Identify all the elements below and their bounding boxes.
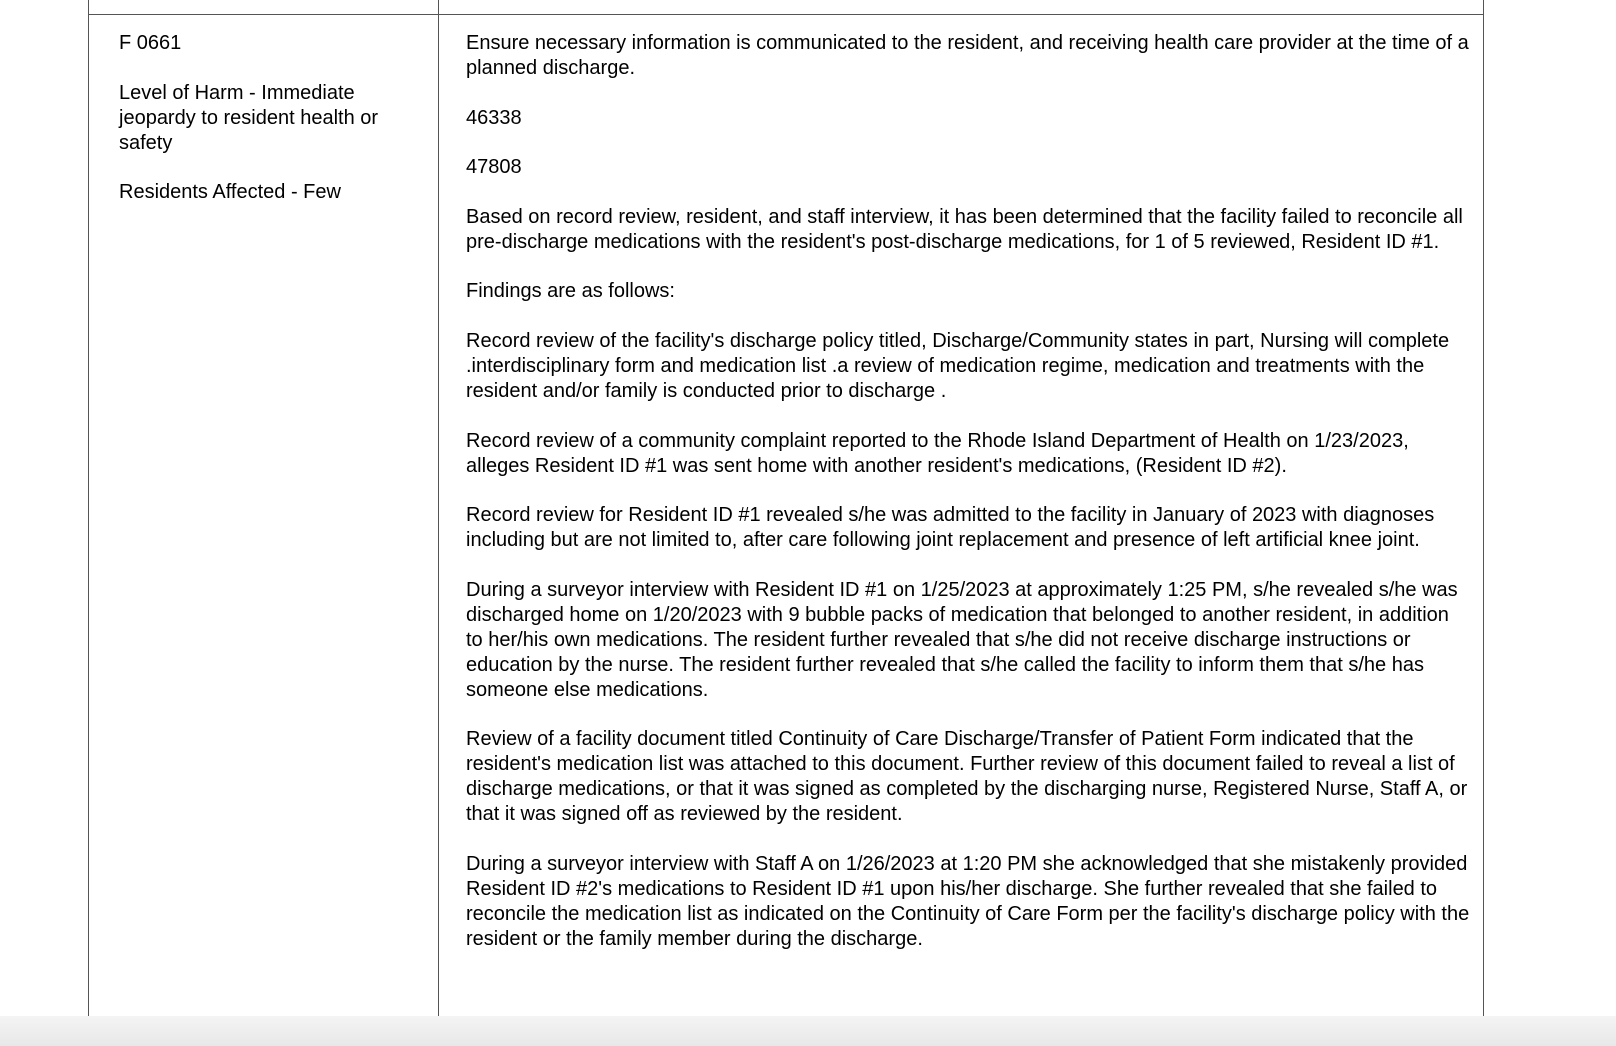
tag-cell bbox=[119, 31, 419, 230]
surveyor-id: 46338 bbox=[466, 106, 522, 129]
page-bottom-edge bbox=[0, 1016, 1616, 1046]
table-right-border bbox=[1483, 0, 1484, 1016]
row-divider bbox=[88, 14, 1484, 15]
table-left-border bbox=[88, 0, 89, 1016]
tag-code: F 0661 bbox=[119, 32, 182, 54]
finding-paragraph: During a surveyor interview with Resident ID #1 on 1/25/2023 at approximately 1:25 PM, s/he revealed s/he was discharged home on 1/20/2023 with 9 bubble packs of medication that belonged to another resident, in addition to her/his own medications. The resident further revealed that s/he did not receive discharge instructions or education by the nurse. The resident further revealed that s/he called the facility to inform them that s/he has someone else medications. bbox=[466, 578, 1458, 701]
finding-statement: Based on record review, resident, and staff interview, it has been determined that the facility failed to reconcile all pre-discharge medications with the resident's post-discharge medications, for 1 of 5 reviewed, Resident ID #1. bbox=[466, 205, 1463, 253]
surveyor-id: 47808 bbox=[466, 156, 522, 179]
finding-paragraph: Record review of a community complaint reported to the Rhode Island Department of Health on 1/23/2023, alleges Resident ID #1 was sent home with another resident's medications, (Resident ID #2). bbox=[466, 429, 1409, 477]
finding-paragraph: Record review for Resident ID #1 revealed s/he was admitted to the facility in January of 2023 with diagnoses including but are not limited to, after care following joint replacement and presence of left artificial knee joint. bbox=[466, 504, 1435, 552]
findings-heading: Findings are as follows: bbox=[466, 280, 675, 303]
finding-paragraph: Record review of the facility's discharge policy titled, Discharge/Community states in part, Nursing will complete .interdisciplinary form and medication list .a review of medication regime, medication and treatments with the resident and/or family is conducted prior to discharge . bbox=[466, 329, 1450, 402]
regulation-summary: Ensure necessary information is communicated to the resident, and receiving health care provider at the time of a planned discharge. bbox=[466, 32, 1469, 79]
column-divider bbox=[438, 0, 439, 1016]
finding-paragraph: Review of a facility document titled Continuity of Care Discharge/Transfer of Patient Form indicated that the resident's medication list was attached to this document. Further review of this document failed to reveal a list of discharge medications, or that it was signed as completed by the discharging nurse, Registered Nurse, Staff A, or that it was signed off as reviewed by the resident. bbox=[466, 728, 1468, 826]
level-of-harm: Level of Harm - Immediate jeopardy to resident health or safety bbox=[119, 81, 379, 154]
deficiency-text-cell bbox=[466, 31, 1471, 977]
residents-affected: Residents Affected - Few bbox=[119, 181, 341, 204]
finding-paragraph: During a surveyor interview with Staff A on 1/26/2023 at 1:20 PM she acknowledged that she mistakenly provided Resident ID #2's medications to Resident ID #1 upon his/her discharge. She further revealed that she failed to reconcile the medication list as indicated on the Continuity of Care Form per the facility's discharge policy with the resident or the family member during the discharge. bbox=[466, 852, 1470, 950]
